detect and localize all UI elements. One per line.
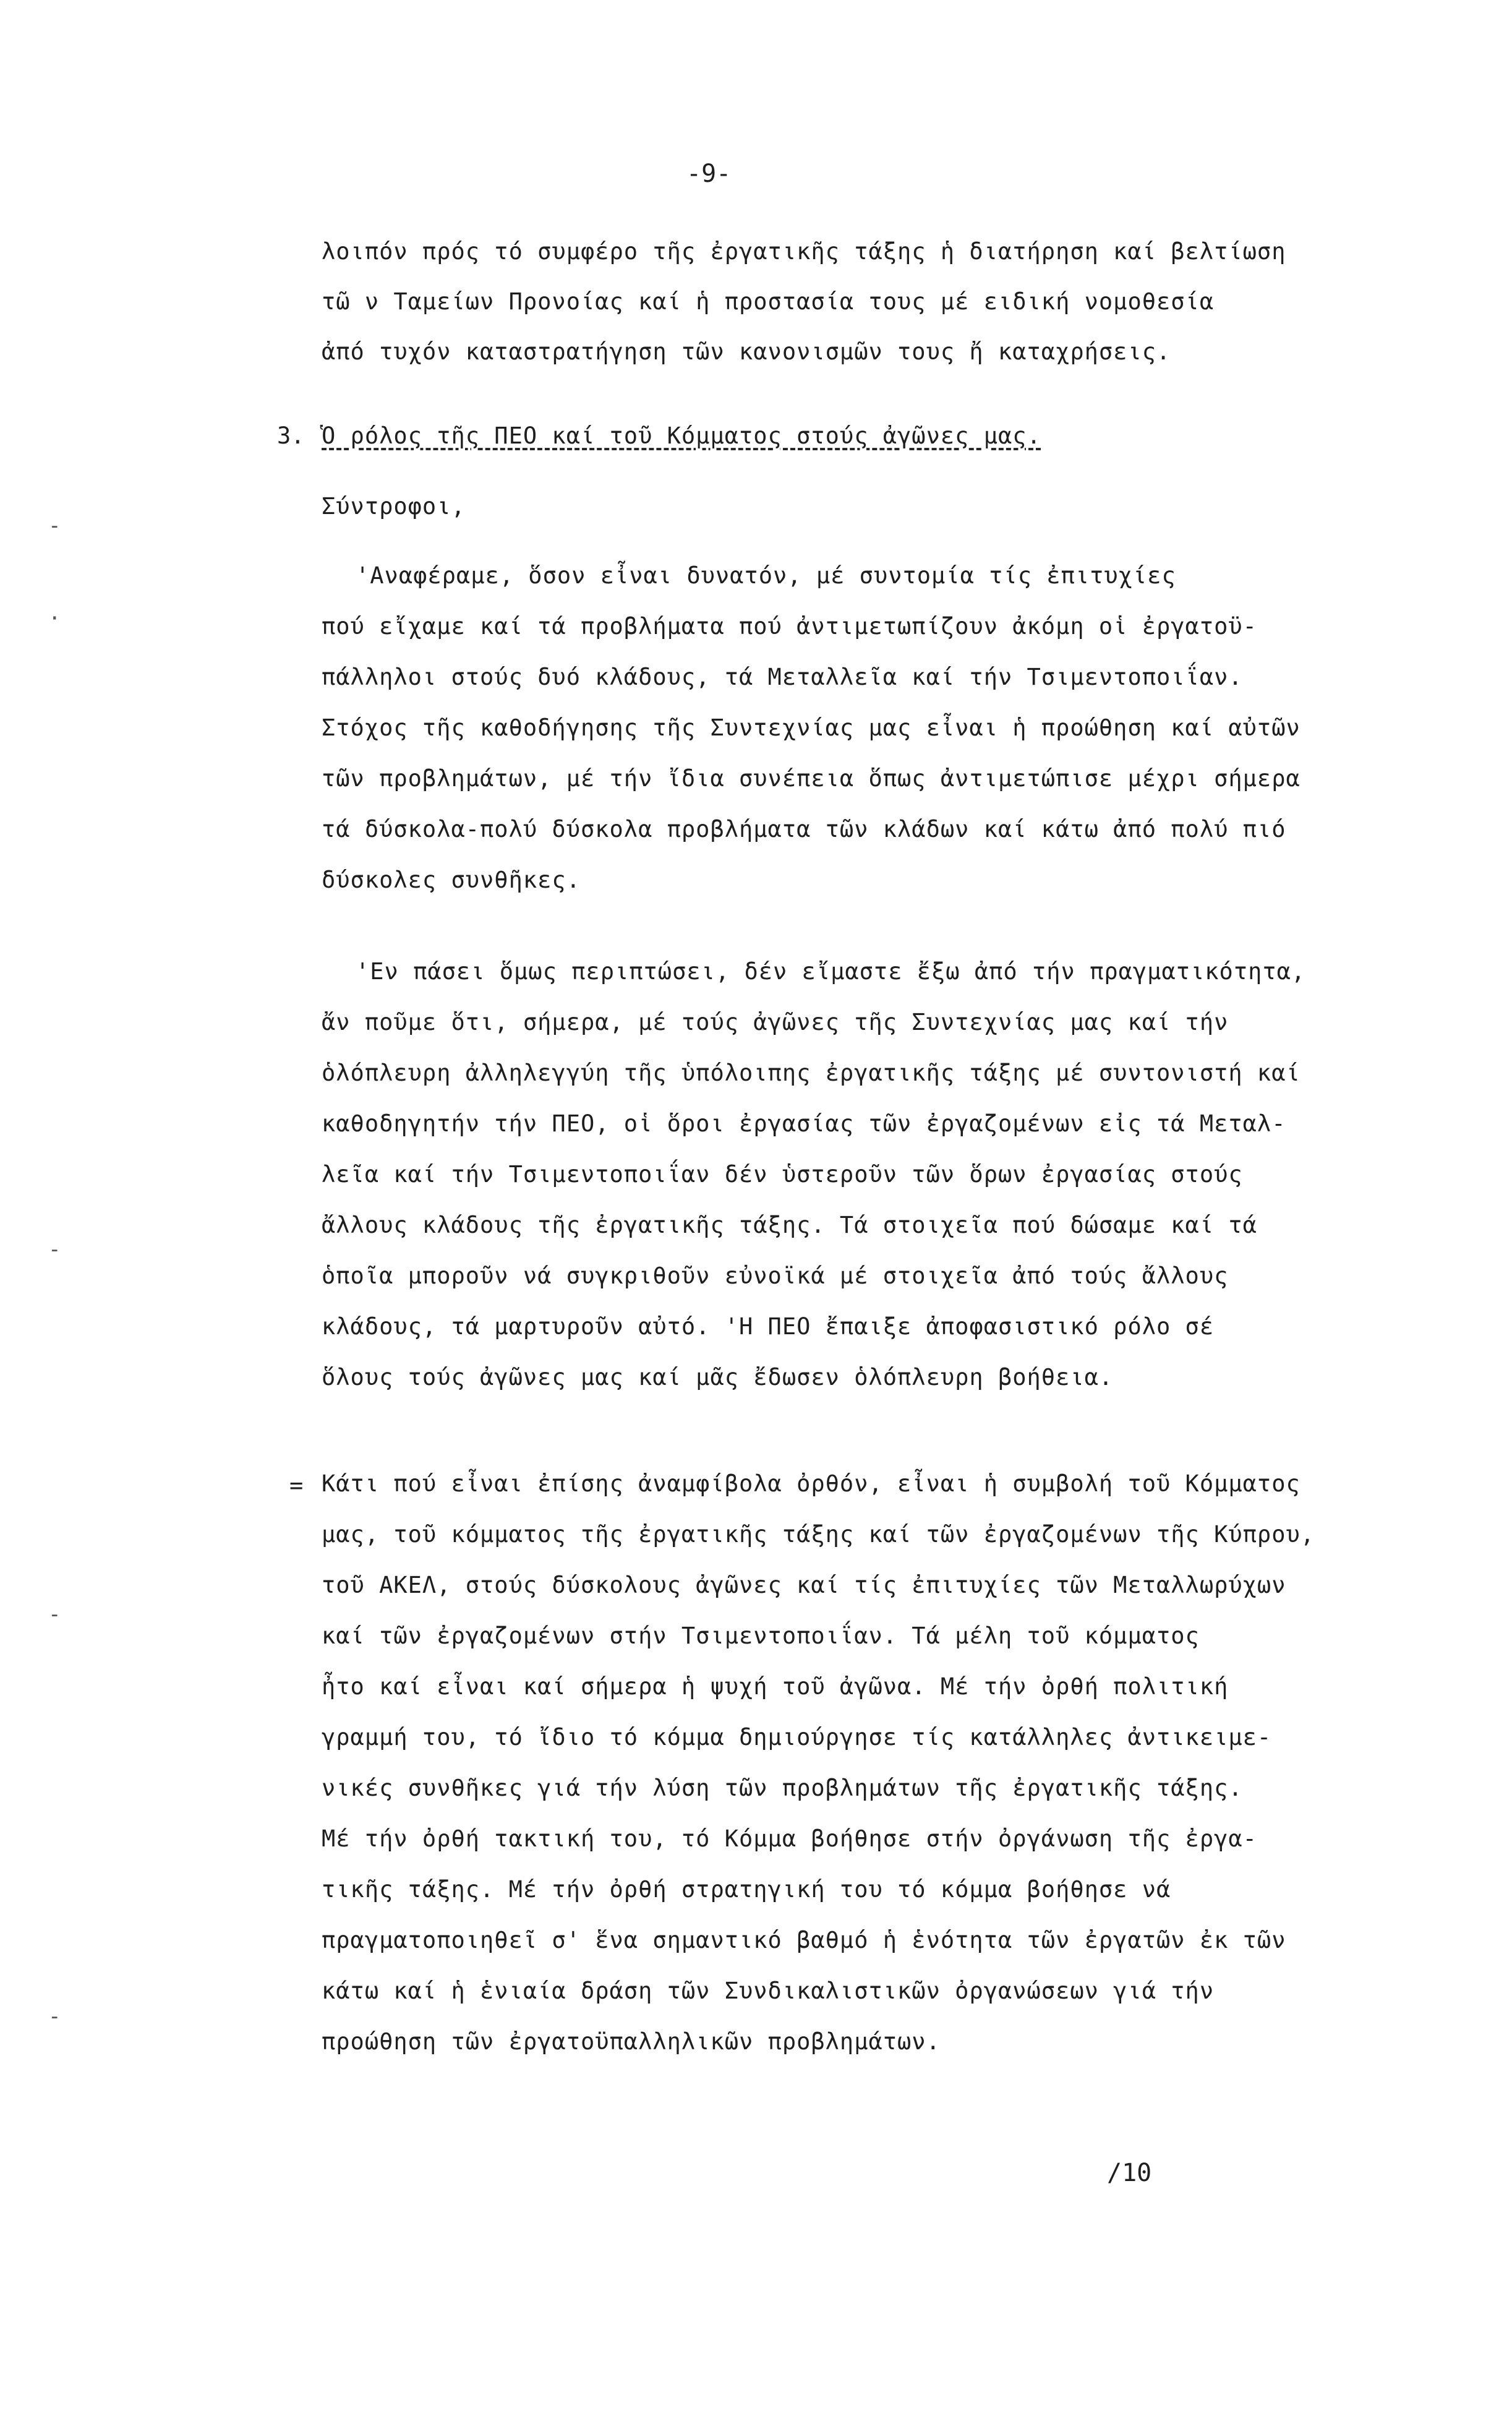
- text-line: ὅλους τούς ἀγῶνες μας καί μᾶς ἔδωσεν ὁλόπλευρη βοήθεια.: [322, 1364, 1114, 1391]
- text-line: τῶν προβλημάτων, μέ τήν ἴδια συνέπεια ὅπως ἀντιμετώπισε μέχρι σήμερα: [322, 765, 1301, 792]
- text-line: μας, τοῦ κόμματος τῆς ἐργατικῆς τάξης καί τῶν ἐργαζομένων τῆς Κύπρου,: [322, 1521, 1315, 1548]
- text-line: τῶ ν Ταμείων Προνοίας καί ἡ προστασία τους μέ ειδική νομοθεσία: [322, 288, 1215, 315]
- text-line: καθοδηγητήν τήν ΠΕΟ, οἱ ὅροι ἐργασίας τῶν ἐργαζομένων εἰς τά Μεταλ-: [322, 1110, 1286, 1137]
- page-number: -9-: [686, 160, 732, 188]
- margin-tick: -: [48, 513, 61, 538]
- text-line: ἄλλους κλάδους τῆς ἐργατικῆς τάξης. Τά στοιχεῖα πού δώσαμε καί τά: [322, 1212, 1257, 1238]
- text-line: πραγματοποιηθεῖ σ' ἕνα σημαντικό βαθμό ἡ ἑνότητα τῶν ἐργατῶν ἐκ τῶν: [322, 1927, 1286, 1953]
- text-line: κλάδους, τά μαρτυροῦν αὐτό. 'Η ΠΕΟ ἔπαιξε ἀποφασιστικό ρόλο σέ: [322, 1313, 1215, 1340]
- text-line: Στόχος τῆς καθοδήγησης τῆς Συντεχνίας μας εἶναι ἡ προώθηση καί αὐτῶν: [322, 714, 1301, 741]
- text-line: ὁποῖα μποροῦν νά συγκριθοῦν εὐνοϊκά μέ στοιχεῖα ἀπό τούς ἄλλους: [322, 1262, 1229, 1289]
- text-line: ὁλόπλευρη ἀλληλεγγύη τῆς ὑπόλοιπης ἐργατικῆς τάξης μέ συντονιστή καί: [322, 1060, 1301, 1086]
- margin-tick: -: [48, 1237, 61, 1262]
- text-line: πάλληλοι στούς δυό κλάδους, τά Μεταλλεῖα καί τήν Τσιμεντοποιΐαν.: [322, 664, 1243, 690]
- text-line: ἄν ποῦμε ὅτι, σήμερα, μέ τούς ἀγῶνες τῆς Συντεχνίας μας καί τήν: [322, 1009, 1229, 1035]
- text-line: γραμμή του, τό ἴδιο τό κόμμα δημιούργησε τίς κατάλληλες ἀντικειμε-: [322, 1724, 1272, 1751]
- text-line: ἦτο καί εἶναι καί σήμερα ἡ ψυχή τοῦ ἀγῶνα. Μέ τήν ὀρθή πολιτική: [322, 1673, 1229, 1700]
- text-line: δύσκολες συνθῆκες.: [322, 867, 581, 893]
- text-line: πού εἴχαμε καί τά προβλήματα πού ἀντιμετωπίζουν ἀκόμη οἱ ἐργατοϋ-: [322, 613, 1257, 640]
- text-line: νικές συνθῆκες γιά τήν λύση τῶν προβλημάτων τῆς ἐργατικῆς τάξης.: [322, 1775, 1243, 1801]
- text-line: προώθηση τῶν ἐργατοϋπαλληλικῶν προβλημάτων.: [322, 2028, 941, 2055]
- text-line: τοῦ ΑΚΕΛ, στούς δύσκολους ἀγῶνες καί τίς ἐπιτυχίες τῶν Μεταλλωρύχων: [322, 1572, 1286, 1598]
- section-number: 3.: [277, 422, 305, 449]
- section-title: Ὁ ρόλος τῆς ΠΕΟ καί τοῦ Κόμματος στούς ἀγῶνες μας.: [322, 422, 1041, 449]
- text-line: τά δύσκολα-πολύ δύσκολα προβλήματα τῶν κλάδων καί κάτω ἀπό πολύ πιό: [322, 816, 1286, 842]
- text-line: κάτω καί ἡ ἑνιαία δράση τῶν Συνδικαλιστικῶν ὀργανώσεων γιά τήν: [322, 1978, 1215, 2004]
- text-line: τικῆς τάξης. Μέ τήν ὀρθή στρατηγική του τό κόμμα βοήθησε νά: [322, 1876, 1171, 1903]
- text-line: 'Αναφέραμε, ὅσον εἶναι δυνατόν, μέ συντομία τίς ἐπιτυχίες: [356, 562, 1176, 589]
- text-line: λοιπόν πρός τό συμφέρο τῆς ἐργατικῆς τάξης ἡ διατήρηση καί βελτίωση: [322, 238, 1286, 265]
- text-line: ἀπό τυχόν καταστρατήγηση τῶν κανονισμῶν τους ἤ καταχρήσεις.: [322, 338, 1171, 365]
- text-line: Κάτι πού εἶναι ἐπίσης ἀναμφίβολα ὀρθόν, εἶναι ἡ συμβολή τοῦ Κόμματος: [322, 1470, 1301, 1497]
- text-line: Μέ τήν ὀρθή τακτική του, τό Κόμμα βοήθησε στήν ὀργάνωση τῆς ἐργα-: [322, 1825, 1257, 1852]
- salutation: Σύντροφοι,: [322, 493, 466, 520]
- text-line: λεῖα καί τήν Τσιμεντοποιΐαν δέν ὑστεροῦν τῶν ὅρων ἐργασίας στούς: [322, 1161, 1243, 1188]
- text-line: 'Εν πάσει ὅμως περιπτώσει, δέν εἴμαστε ἔξω ἀπό τήν πραγματικότητα,: [356, 958, 1306, 985]
- margin-tick: -: [48, 2004, 61, 2029]
- margin-bullet-mark: =: [289, 1472, 304, 1499]
- margin-tick: ·: [48, 606, 61, 631]
- text-line: καί τῶν ἐργαζομένων στήν Τσιμεντοποιΐαν. Τά μέλη τοῦ κόμματος: [322, 1622, 1200, 1649]
- margin-tick: -: [48, 1602, 61, 1627]
- continuation-marker: /10: [1107, 2159, 1152, 2187]
